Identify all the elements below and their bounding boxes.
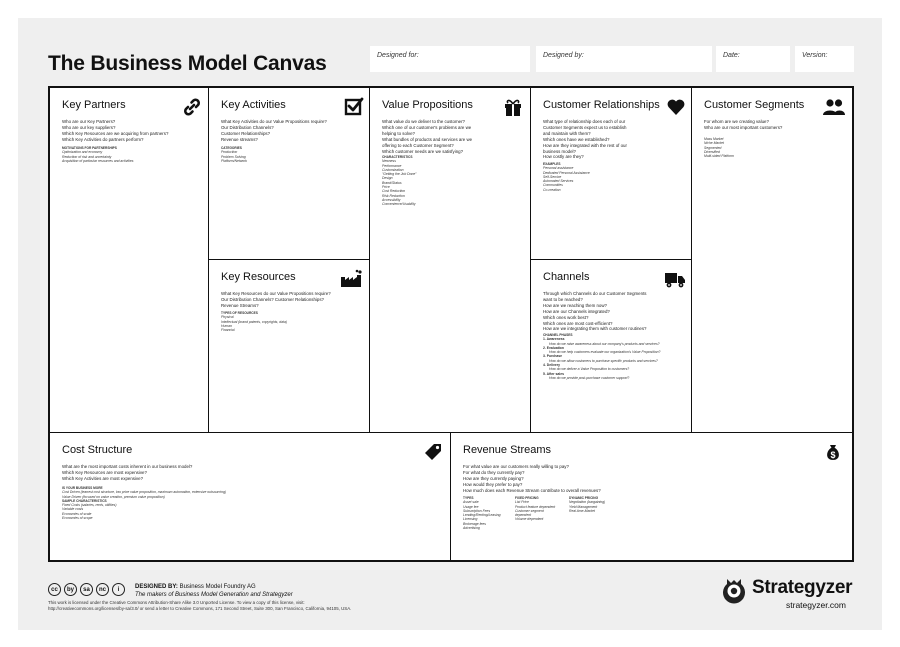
truck-icon [664,269,686,289]
block-title: Customer Segments [704,99,805,111]
value-propositions-questions: What value do we deliver to the customer? Which one of our customer's problems are we helping to solve? What bundles of products and services are we offering to each Customer Segment? Which customer needs are we satisfying? [382,119,473,154]
revenue-streams-block[interactable] [451,432,852,560]
date-field[interactable]: Date: [716,46,790,72]
key-partners-questions: Who are our Key Partners? Who are our key suppliers? Which Key Resources are we acquiring from partners? Which Key Activities do partners perform? [62,119,169,142]
version-field[interactable]: Version: [795,46,854,72]
channels-block[interactable] [531,260,692,432]
designed-by-field[interactable]: Designed by: [536,46,712,72]
block-title: Key Partners [62,99,126,111]
non-commercial-icon: nc [96,583,109,596]
block-title: Key Activities [221,99,286,111]
key-resources-types: TYPES OF RESOURCES Physical Intellectual (brand patents, copyrights, data) Human Financial [221,311,287,333]
strategyzer-url[interactable]: strategyzer.com [786,600,846,610]
people-icon [822,97,846,117]
page-title: The Business Model Canvas [48,52,327,75]
block-title: Customer Relationships [543,99,660,111]
customer-relationships-questions: What type of relationship does each of our Customer Segments expect us to establish and maintain with them? Which ones have we established? How are they integrated with the rest of our business model? How costly are they? [543,119,627,160]
share-alike-icon: sa [80,583,93,596]
cc-icon: cc [48,583,61,596]
block-title: Cost Structure [62,444,133,456]
revenue-types-column: TYPES Asset sale Usage fee Subscription Fees Lending/Renting/Leasing Licensing Brokerage fees Advertising [463,496,501,531]
price-tag-icon [423,442,443,462]
customer-relationships-block[interactable] [531,88,692,260]
key-activities-categories: CATEGORIES Production Problem Solving Platform/Network [221,146,248,163]
customer-segments-questions: For whom are we creating value? Who are our most important customers? [704,119,783,130]
factory-icon [339,269,363,289]
key-activities-questions: What Key Activities do our Value Propositions require? Our Distribution Channels? Customer Relationships? Revenue streams? [221,119,327,142]
block-title: Revenue Streams [463,444,552,456]
strategyzer-wordmark: Strategyzer [752,577,853,598]
block-title: Value Propositions [382,99,473,111]
key-partners-motivations: MOTIVATIONS FOR PARTNERSHIPS Optimization and economy Reduction of risk and uncertainty Acquisition of particular resources and activities [62,146,134,163]
strategyzer-logo-icon [719,574,749,604]
business-model-canvas [48,86,854,562]
value-propositions-characteristics: CHARACTERISTICS Newness Performance Customization "Getting the Job Done" Design Brand/Status Price Cost Reduction Risk Reduction Accessibility Convenience/Usability [382,155,417,207]
info-icon: i [112,583,125,596]
channels-phases: CHANNEL PHASES 1. Awareness How do we raise awareness about our company's products and services? 2. Evaluation How do we help customers evaluate our organization's Value Proposition? 3. Purchase How do we allow customers to purchase specific products and services? 4. Delivery How do we deliver a Value Proposition to customers? 5. After sales How do we provide post-purchase customer support? [543,333,661,380]
value-propositions-block[interactable] [370,88,531,432]
revenue-streams-questions: For what value are our customers really willing to pay? For what do they currently pay? How are they currently paying? How would they prefer to pay? How much does each Revenue Stream contribute to overall revenues? [463,464,601,493]
customer-segments-types: Mass Market Niche Market Segmented Diversified Multi-sided Platform [704,137,734,159]
svg-text:$: $ [830,450,836,460]
attribution-icon: by [64,583,77,596]
license-text: This work is licensed under the Creative Commons Attribution-Share Alike 3.0 Unported License. To view a copy of this license, visit: http://creativecommons.org/licenses/by-sa/3.0/ or send a letter to Creative Commons, 171 Second Street, Suite 300, San Francisco, California, 94105, USA. [48,600,352,611]
gift-icon [503,97,523,117]
key-partners-block[interactable] [50,88,209,432]
cost-structure-questions: What are the most important costs inherent in our business model? Which Key Resources are most expensive? Which Key Activities are most expensive? [62,464,193,481]
creative-commons-icons [48,583,125,597]
link-icon [182,97,202,117]
key-resources-questions: What Key Resources do our Value Propositions require? Our Distribution Channels? Customer Relationships? Revenue Streams? [221,291,331,308]
channels-questions: Through which Channels do our Customer Segments want to be reached? How are we reaching them now? How are our Channels integrated? Which ones work best? Which ones are most cost-efficient? How are we integrating them with customer routines? [543,291,647,332]
key-resources-block[interactable] [209,260,370,432]
checkbox-icon [344,97,364,117]
designed-for-field[interactable]: Designed for: [370,46,530,72]
dynamic-pricing-column: DYNAMIC PRICING Negotiation (bargaining) Yield Management Real-time-Market [569,496,606,513]
block-title: Key Resources [221,271,296,283]
customer-relationships-examples: EXAMPLES Personal assistance Dedicated Personal Assistance Self-Service Automated Services Communities Co-creation [543,162,590,192]
customer-segments-block[interactable] [692,88,852,432]
heart-icon [666,97,686,117]
cost-structure-characteristics: IS YOUR BUSINESS MORE Cost Driven (leanest cost structure, low price value proposition, maximum automation, extensive outsourcing) Value Driven (focused on value creation, premium value proposition) SAMPLE CHARACTERISTICS Fixed Costs (salaries, rents, utilities) Variable costs Economies of scale Economies of scope [62,486,226,521]
fixed-pricing-column: FIXED PRICING List Price Product feature dependent Customer segment dependent Volume dependent [515,496,556,522]
key-activities-block[interactable] [209,88,370,260]
designed-by-credit: DESIGNED BY: Business Model Foundry AG The makers of Business Model Generation and Strategyzer [135,584,293,598]
money-bag-icon [823,442,843,462]
block-title: Channels [543,271,590,283]
cost-structure-block[interactable] [50,432,451,560]
